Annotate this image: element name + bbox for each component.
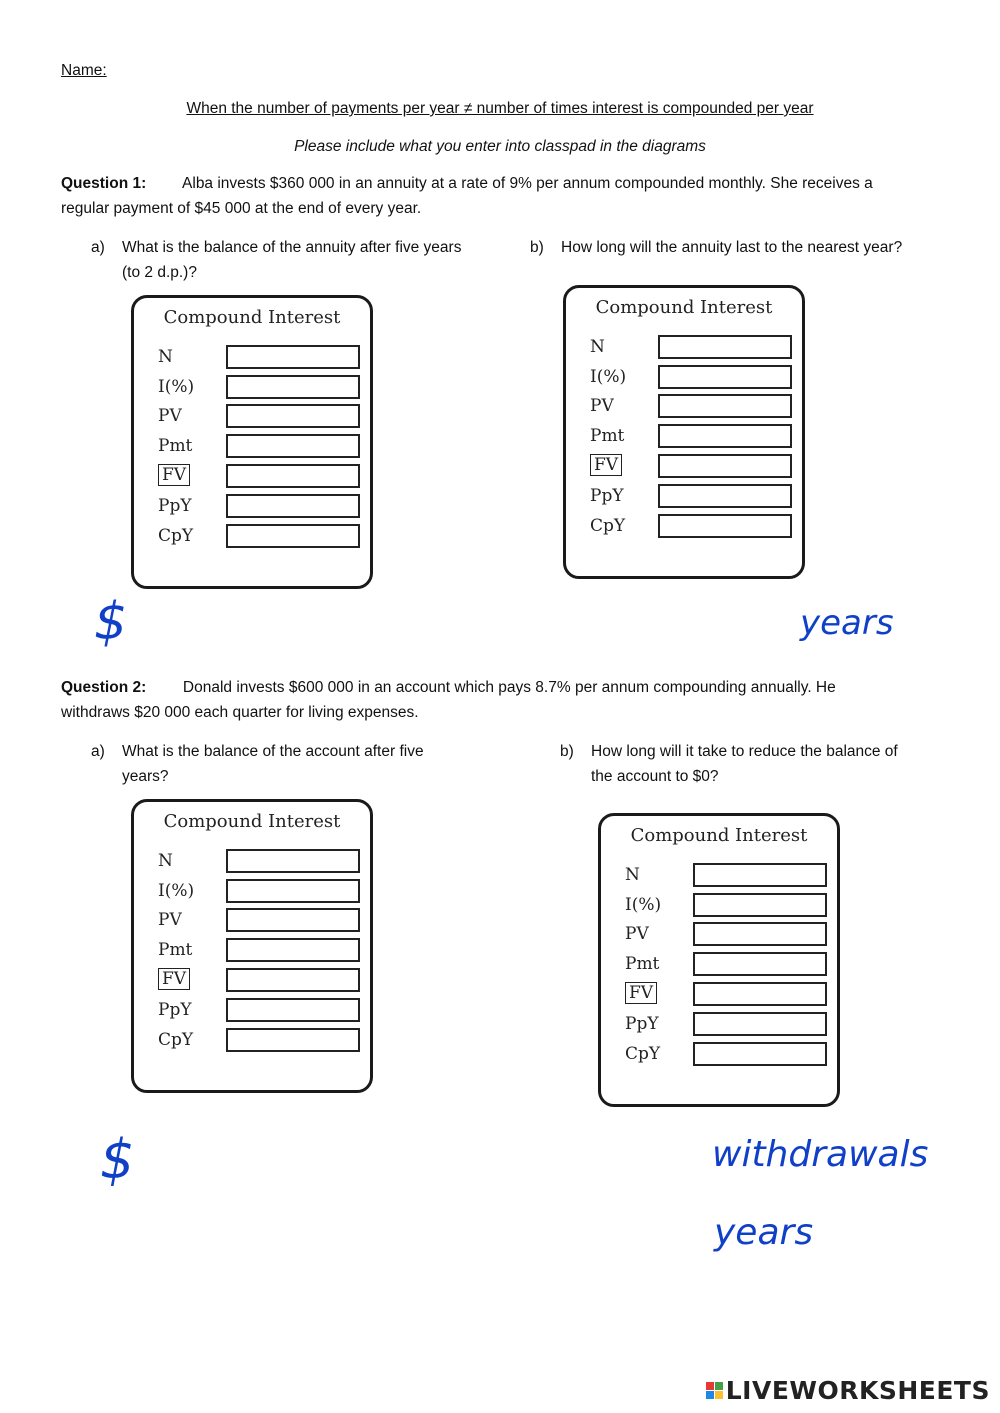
label-fv: FV [158, 968, 190, 990]
panel-title: Compound Interest [163, 811, 341, 832]
q1-a-letter: a) [91, 239, 105, 256]
logo-squares-icon [706, 1382, 723, 1399]
q2b-pv-field[interactable] [693, 922, 827, 946]
q1-label: Question 1: [61, 175, 147, 192]
label-i: I(%) [590, 367, 627, 387]
label-pmt: Pmt [158, 436, 193, 456]
q2-text-line1 [61, 679, 836, 697]
q2b-ppy-field[interactable] [693, 1012, 827, 1036]
label-ppy: PpY [590, 486, 624, 506]
q1b-pmt-field[interactable] [658, 424, 792, 448]
q2-b-line2: the account to $0? [591, 768, 719, 785]
q2b-n-field[interactable] [693, 863, 827, 887]
q1-b-letter: b) [530, 239, 544, 256]
label-pmt: Pmt [158, 940, 193, 960]
q1a-n-field[interactable] [226, 345, 360, 369]
q2a-i-field[interactable] [226, 879, 360, 903]
label-i: I(%) [158, 377, 195, 397]
q2a-n-field[interactable] [226, 849, 360, 873]
logo-text: LIVEWORKSHEETS [725, 1375, 990, 1405]
label-pv: PV [158, 910, 182, 930]
label-ppy: PpY [158, 1000, 192, 1020]
label-fv: FV [625, 982, 657, 1004]
instruction-text: Please include what you enter into classpad in the diagrams [294, 138, 706, 155]
label-cpy: CpY [158, 526, 194, 546]
label-cpy: CpY [158, 1030, 194, 1050]
q2b-pmt-field[interactable] [693, 952, 827, 976]
q1a-fv-field[interactable] [226, 464, 360, 488]
q2a-ppy-field[interactable] [226, 998, 360, 1022]
q1-a-line2: (to 2 d.p.)? [122, 264, 197, 281]
logo-square [715, 1391, 723, 1399]
label-n: N [158, 851, 173, 871]
q1-text-line2: regular payment of $45 000 at the end of every year. [61, 200, 422, 217]
label-cpy: CpY [590, 516, 626, 536]
logo-square [706, 1382, 714, 1390]
logo-square [715, 1382, 723, 1390]
label-n: N [158, 347, 173, 367]
label-i: I(%) [158, 881, 195, 901]
panel-title: Compound Interest [595, 297, 773, 318]
q2b-answer-withdrawals: withdrawals [712, 1134, 929, 1175]
q1-b-line1: How long will the annuity last to the nearest year? [561, 239, 903, 256]
label-ppy: PpY [625, 1014, 659, 1034]
q2-label: Question 2: [61, 679, 147, 696]
label-pv: PV [158, 406, 182, 426]
label-n: N [625, 865, 640, 885]
q2b-i-field[interactable] [693, 893, 827, 917]
q1b-n-field[interactable] [658, 335, 792, 359]
q1a-compound-interest-panel [131, 295, 373, 589]
q2a-cpy-field[interactable] [226, 1028, 360, 1052]
q1a-answer-dollar: $ [94, 592, 128, 652]
q2b-answer-years: years [714, 1212, 814, 1253]
q1a-cpy-field[interactable] [226, 524, 360, 548]
q2a-pv-field[interactable] [226, 908, 360, 932]
q2a-answer-dollar: $ [100, 1128, 135, 1191]
q1b-compound-interest-panel [563, 285, 805, 579]
label-n: N [590, 337, 605, 357]
q2-b-line1: How long will it take to reduce the balance of [591, 743, 898, 760]
q2-text: Donald invests $600 000 in an account which pays 8.7% per annum compounding annually. He [182, 679, 836, 696]
logo-square [706, 1391, 714, 1399]
q2-a-line2: years? [122, 768, 169, 785]
panel-title: Compound Interest [163, 307, 341, 328]
label-pmt: Pmt [590, 426, 625, 446]
q1b-ppy-field[interactable] [658, 484, 792, 508]
label-pv: PV [590, 396, 614, 416]
q1b-answer-years: years [800, 603, 894, 643]
q2b-cpy-field[interactable] [693, 1042, 827, 1066]
q2b-compound-interest-panel [598, 813, 840, 1107]
page-title: When the number of payments per year ≠ number of times interest is compounded per year [186, 100, 814, 117]
q2-a-line1: What is the balance of the account after five [122, 743, 424, 760]
q2a-fv-field[interactable] [226, 968, 360, 992]
q1-a-line1: What is the balance of the annuity after five years [122, 239, 462, 256]
label-pmt: Pmt [625, 954, 660, 974]
q1a-pv-field[interactable] [226, 404, 360, 428]
q1b-cpy-field[interactable] [658, 514, 792, 538]
label-fv: FV [590, 454, 622, 476]
q1-text: Alba invests $360 000 in an annuity at a rate of 9% per annum compounded monthly. She receives a [182, 175, 873, 192]
q2a-pmt-field[interactable] [226, 938, 360, 962]
label-fv: FV [158, 464, 190, 486]
q2a-compound-interest-panel [131, 799, 373, 1093]
liveworksheets-logo [706, 1375, 990, 1405]
q1-text-line1 [61, 175, 873, 193]
q2-text-line2: withdraws $20 000 each quarter for living expenses. [61, 704, 419, 721]
q1a-pmt-field[interactable] [226, 434, 360, 458]
panel-title: Compound Interest [630, 825, 808, 846]
label-pv: PV [625, 924, 649, 944]
label-i: I(%) [625, 895, 662, 915]
q1a-i-field[interactable] [226, 375, 360, 399]
q2-a-letter: a) [91, 743, 105, 760]
q2b-fv-field[interactable] [693, 982, 827, 1006]
q1a-ppy-field[interactable] [226, 494, 360, 518]
q1b-fv-field[interactable] [658, 454, 792, 478]
q1b-pv-field[interactable] [658, 394, 792, 418]
name-label: Name: [61, 62, 107, 79]
label-ppy: PpY [158, 496, 192, 516]
q1b-i-field[interactable] [658, 365, 792, 389]
label-cpy: CpY [625, 1044, 661, 1064]
q2-b-letter: b) [560, 743, 574, 760]
